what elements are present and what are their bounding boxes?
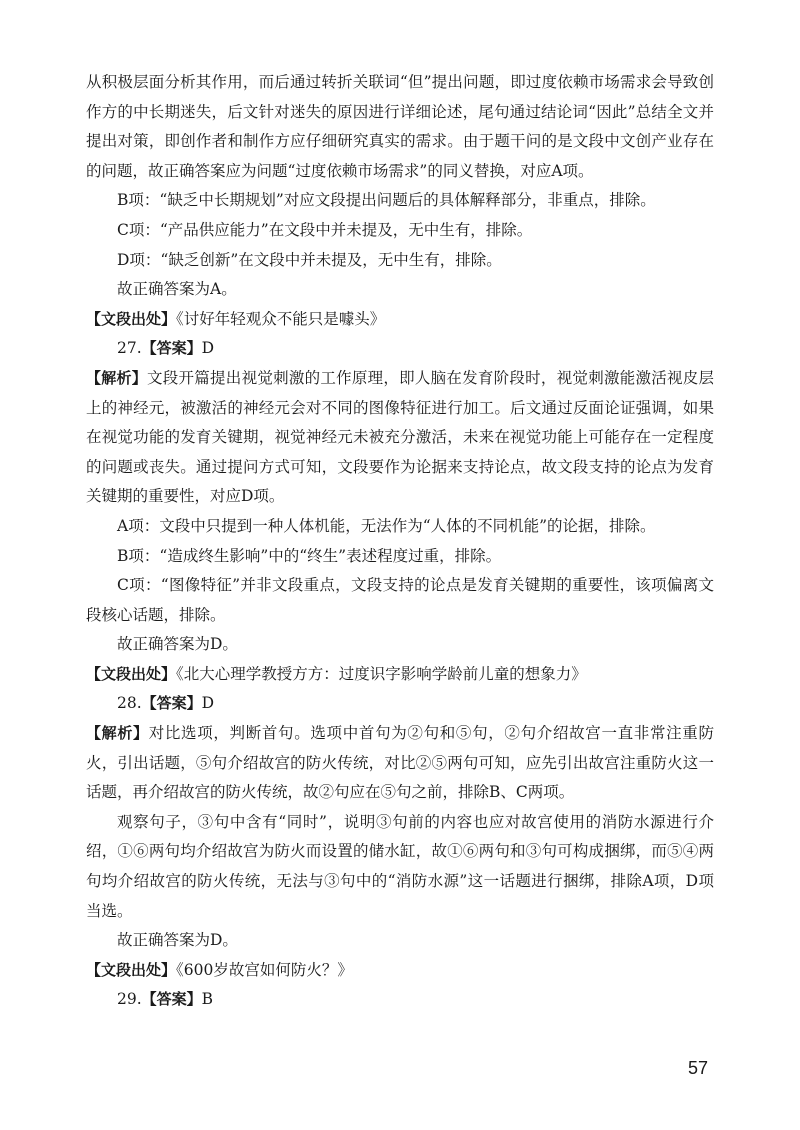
paragraph-text: 《讨好年轻观众不能只是噱头》 (176, 309, 386, 328)
paragraph (86, 571, 714, 630)
paragraph-text: 故正确答案为D。 (117, 931, 238, 950)
paragraph (86, 364, 714, 512)
paragraph (86, 334, 714, 364)
paragraph-text: 文段开篇提出视觉刺激的工作原理，即人脑在发育阶段时，视觉刺激能激活视皮层上的神经元，被激活的神经元会对不同的图像特征进行加工。后文通过反面论证强调，如果在视觉功能的发育关键期，视觉神经元未被充分激活，未来在视觉功能上可能存在一定程度的问题或丧失。通过提问方式可知，文段要作为论据来支持论点，故文段支持的论点为发育关键期的重要性，对应D项。 (86, 368, 714, 506)
paragraph (86, 956, 714, 986)
document-page (86, 68, 714, 1015)
paragraph-text: C项：“图像特征”并非文段重点，文段支持的论点是发育关键期的重要性，该项偏离文段核心话题，排除。 (86, 576, 714, 624)
paragraph-text: 28. (117, 694, 142, 713)
paragraph (86, 246, 714, 276)
paragraph (86, 660, 714, 690)
paragraph-text: 故正确答案为A。 (117, 280, 237, 299)
paragraph-text: B项：“造成终生影响”中的“终生”表述程度过重，排除。 (117, 546, 502, 565)
page-number: 57 (688, 1058, 709, 1078)
paragraph-text: 《600岁故宫如何防火？》 (176, 960, 353, 979)
paragraph-text: 观察句子，③句中含有“同时”，说明③句前的内容也应对故宫使用的消防水源进行介绍，①⑥两句均介绍故宫为防火而设置的储水缸，故①⑥两句和③句可构成捆绑，而⑤④两句均介绍故宫的防火传统，无法与③句中的“消防水源”这一话题进行捆绑，排除A项，D项当选。 (86, 812, 714, 920)
paragraph-text: 故正确答案为D。 (117, 635, 238, 654)
section-tag: 【文段出处】 (86, 960, 177, 979)
paragraph-text: C项：“产品供应能力”在文段中并未提及，无中生有，排除。 (117, 220, 533, 239)
paragraph-text: D (201, 339, 215, 358)
paragraph-text: D项：“缺乏创新”在文段中并未提及，无中生有，排除。 (117, 250, 502, 269)
section-tag: 【答案】 (141, 990, 202, 1009)
paragraph (86, 305, 714, 335)
paragraph (86, 68, 714, 186)
section-tag: 【文段出处】 (86, 664, 177, 683)
section-tag: 【文段出处】 (86, 309, 177, 328)
paragraph (86, 719, 714, 808)
paragraph-text: 27. (117, 339, 142, 358)
paragraph (86, 926, 714, 956)
section-tag: 【答案】 (141, 694, 202, 713)
paragraph (86, 542, 714, 572)
section-tag: 【解析】 (86, 368, 148, 387)
paragraph (86, 808, 714, 926)
paragraph (86, 275, 714, 305)
paragraph-text: B (201, 990, 214, 1009)
section-tag: 【答案】 (141, 339, 202, 358)
paragraph-text: 从积极层面分析其作用，而后通过转折关联词“但”提出问题，即过度依赖市场需求会导致创作方的中长期迷失，后文针对迷失的原因进行详细论述，尾句通过结论词“因此”总结全文并提出对策，即创作者和制作方应仔细研究真实的需求。由于题干问的是文段中文创产业存在的问题，故正确答案应为问题“过度依赖市场需求”的同义替换，对应A项。 (86, 73, 714, 180)
paragraph (86, 630, 714, 660)
paragraph-text: A项：文段中只提到一种人体机能，无法作为“人体的不同机能”的论据，排除。 (117, 516, 656, 535)
paragraph-text: 29. (117, 990, 142, 1009)
section-tag: 【解析】 (86, 724, 149, 743)
paragraph-text: 对比选项，判断首句。选项中首句为②句和⑤句，②句介绍故宫一直非常注重防火，引出话题，⑤句介绍故宫的防火传统，对比②⑤两句可知，应先引出故宫注重防火这一话题，再介绍故宫的防火传统，故②句应在⑤句之前，排除B、C两项。 (86, 724, 714, 802)
paragraph (86, 985, 714, 1015)
paragraph-text: 《北大心理学教授方方：过度识字影响学龄前儿童的想象力》 (176, 664, 587, 683)
paragraph (86, 216, 714, 246)
paragraph (86, 512, 714, 542)
paragraph (86, 689, 714, 719)
paragraph (86, 186, 714, 216)
paragraph-text: D (201, 694, 215, 713)
paragraph-text: B项：“缺乏中长期规划”对应文段提出问题后的具体解释部分，非重点，排除。 (117, 191, 656, 210)
